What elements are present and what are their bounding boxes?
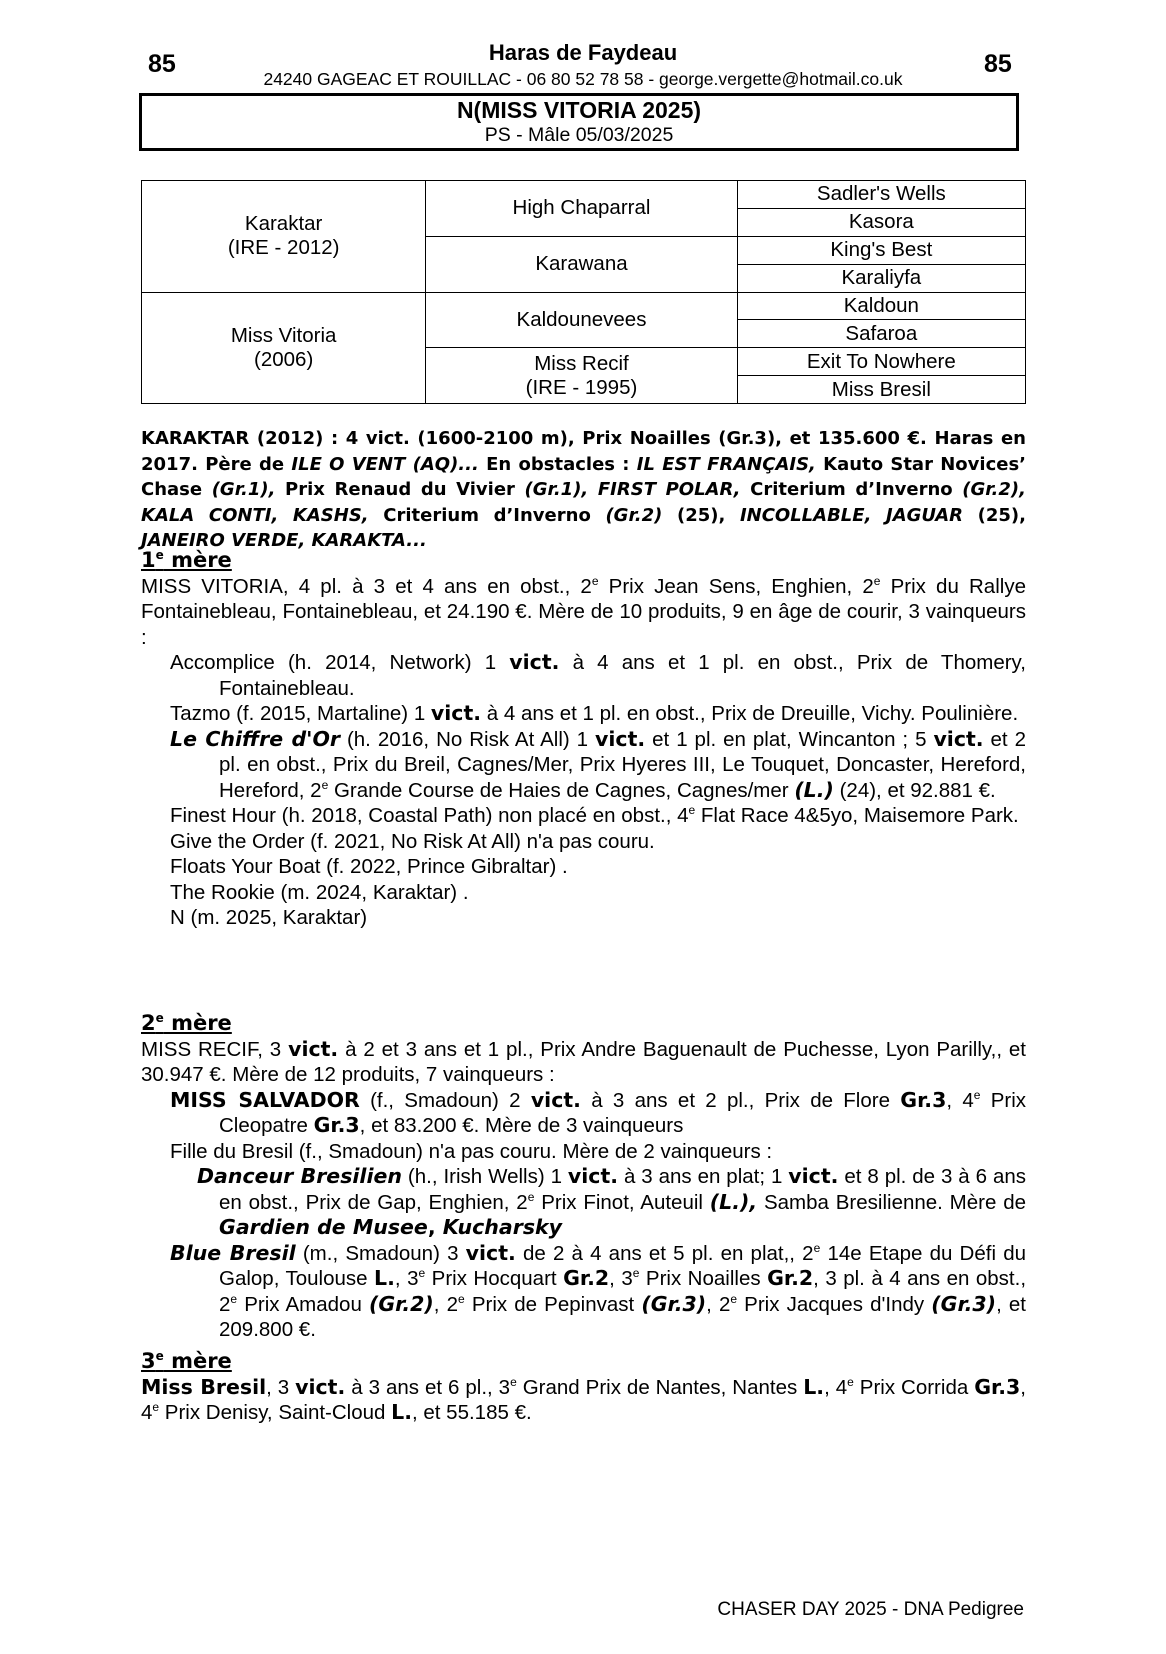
pedigree-sss: Sadler's Wells [737,181,1025,209]
lot-number-right: 85 [984,50,1012,78]
pedigree-table [141,180,1026,404]
third-dam-text: Miss Bresil, 3 vict. à 3 ans et 6 pl., 3e Grand Prix de Nantes, Nantes L., 4e Prix Corrida Gr.3, 4e Prix Denisy, Saint-Cloud L., et 55.185 €. [141,1374,1026,1424]
produce-entry: Floats Your Boat (f. 2022, Prince Gibraltar) . [170,855,568,878]
pedigree-dds: Exit To Nowhere [737,348,1025,376]
pedigree-dam-sire: Kaldounevees [426,292,737,348]
produce-entry: Le Chiffre d'Or (h. 2016, No Risk At All) 1 vict. et 1 pl. en plat, Wincanton ; 5 vict. et 2 pl. en obst., Prix du Breil, Cagnes/Mer, Prix Hyeres III, Le Touquet, Doncaster, Hereford, Hereford, 2e Grande Course de Haies de Cagnes, Cagnes/mer (L.) (24), et 92.881 €. [170,726,1026,802]
second-dam-heading: 2e mère [141,1011,232,1035]
produce-entry: Accomplice (h. 2014, Network) 1 vict. à 4 ans et 1 pl. en obst., Prix de Thomery, Fontainebleau. [170,650,1026,700]
sire-description: KARAKTAR (2012) : 4 vict. (1600-2100 m), Prix Noailles (Gr.3), et 135.600 €. Haras en 2017. Père de ILE O VENT (AQ)... En obstacles : IL EST FRANÇAIS, Kauto Star Novices’ Chase (Gr.1), Prix Renaud du Vivier (Gr.1), FIRST POLAR, Criterium d’Inverno (Gr.2), KALA CONTI, KASHS, Criterium d’Inverno (Gr.2) (25), INCOLLABLE, JAGUAR (25), JANEIRO VERDE, KARAKTA... [141,428,1027,551]
pedigree-ssd: Kasora [737,208,1025,236]
page-footer: CHASER DAY 2025 - DNA Pedigree [717,1599,1024,1620]
first-dam-section [141,548,1026,931]
produce-entry: MISS SALVADOR (f., Smadoun) 2 vict. à 3 ans et 2 pl., Prix de Flore Gr.3, 4e Prix Cleopatre Gr.3, et 83.200 €. Mère de 3 vainqueurs [170,1087,1027,1137]
pedigree-dss: Kaldoun [737,292,1025,320]
stud-name: Haras de Faydeau [488,40,678,65]
horse-subtitle: PS - Mâle 05/03/2025 [484,124,674,146]
third-dam-section [141,1349,1026,1426]
pedigree-dam: Miss Vitoria (2006) [142,292,426,404]
stud-address: 24240 GAGEAC ET ROUILLAC - 06 80 52 78 58 - george.vergette@hotmail.co.uk [263,69,903,89]
produce-entry: Fille du Bresil (f., Smadoun) n'a pas couru. Mère de 2 vainqueurs : [170,1139,773,1163]
pedigree-sire-dam: Karawana [426,236,737,292]
first-dam-heading: 1e mère [141,548,232,572]
pedigree-sdd: Karaliyfa [737,264,1025,292]
second-dam-section [141,1011,1026,1343]
second-dam-intro: MISS RECIF, 3 vict. à 2 et 3 ans et 1 pl., Prix Andre Baguenault de Puchesse, Lyon Parilly,, et 30.947 €. Mère de 12 produits, 7 vainqueurs : [141,1036,1027,1086]
grand-produce-entry: Danceur Bresilien (h., Irish Wells) 1 vict. à 3 ans en plat; 1 vict. et 8 pl. de 3 à 6 ans en obst., Prix de Gap, Enghien, 2e Prix Finot, Auteuil (L.), Samba Bresilienne. Mère de Gardien de Musee, Kucharsky [197,1164,1026,1239]
produce-entry: Tazmo (f. 2015, Martaline) 1 vict. à 4 ans et 1 pl. en obst., Prix de Dreuille, Vichy. Poulinière. [170,701,1019,725]
produce-entry: Finest Hour (h. 2018, Coastal Path) non placé en obst., 4e Flat Race 4&5yo, Maisemore Park. [170,803,1019,827]
produce-entry: Blue Bresil (m., Smadoun) 3 vict. de 2 à 4 ans et 5 pl. en plat,, 2e 14e Etape du Défi du Galop, Toulouse L., 3e Prix Hocquart Gr.2, 3e Prix Noailles Gr.2, 3 pl. à 4 ans en obst., 2e Prix Amadou (Gr.2), 2e Prix de Pepinvast (Gr.3), 2e Prix Jacques d'Indy (Gr.3), et 209.800 €. [170,1240,1027,1341]
first-dam-intro: MISS VITORIA, 4 pl. à 3 et 4 ans en obst., 2e Prix Jean Sens, Enghien, 2e Prix du Rallye Fontainebleau, Fontainebleau, et 24.190 €. Mère de 10 produits, 9 en âge de courir, 3 vainqueurs : [141,573,1026,649]
pedigree-sire-sire: High Chaparral [426,181,737,237]
pedigree-dam-dam: Miss Recif (IRE - 1995) [426,348,737,404]
horse-name: N(MISS VITORIA 2025) [456,97,702,123]
pedigree-sds: King's Best [737,236,1025,264]
pedigree-sire: Karaktar (IRE - 2012) [142,181,426,293]
pedigree-ddd: Miss Bresil [737,376,1025,404]
third-dam-heading: 3e mère [141,1349,232,1373]
produce-entry: Give the Order (f. 2021, No Risk At All) n'a pas couru. [170,829,655,853]
produce-entry: N (m. 2025, Karaktar) [170,906,368,929]
lot-number-left: 85 [148,50,176,78]
horse-title-box [139,93,1019,151]
pedigree-dsd: Safaroa [737,320,1025,348]
produce-entry: The Rookie (m. 2024, Karaktar) . [170,880,469,904]
